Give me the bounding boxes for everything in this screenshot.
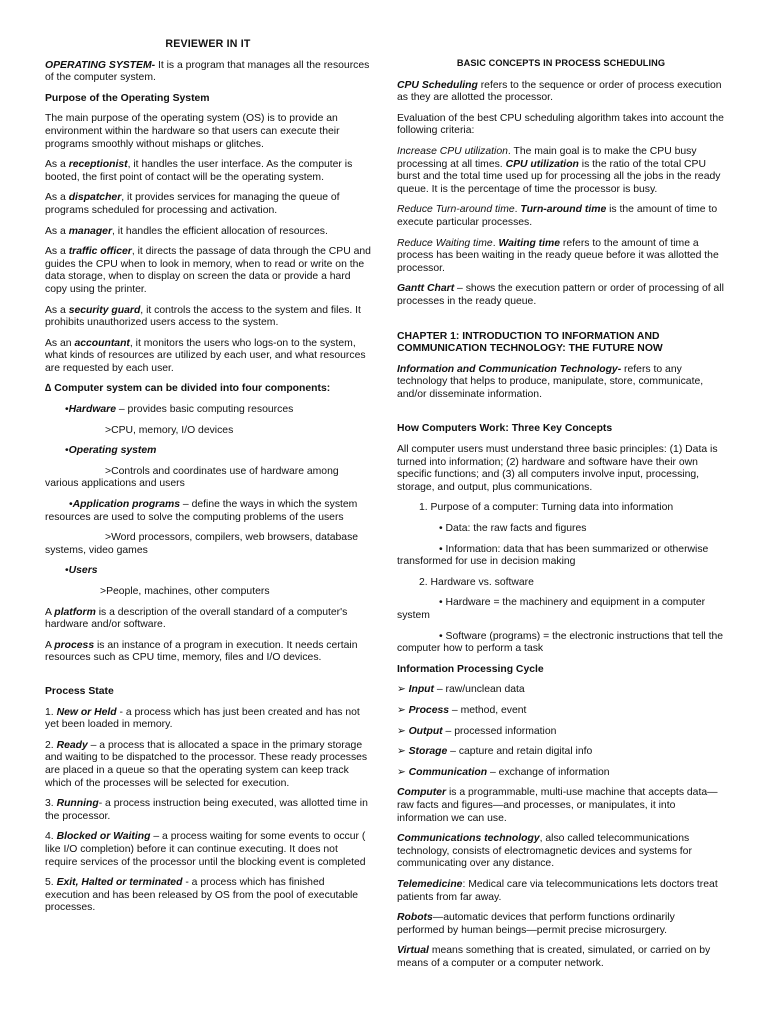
component-desc: – define the ways in which the system resources are used to solve the computing problems of the users <box>45 499 358 523</box>
purpose-text: The main purpose of the operating system (OS) is to provide an environment within the hardware so that users can execute their programs smoothly without mishaps or glitches. <box>45 113 340 150</box>
role-traffic-officer <box>45 246 371 296</box>
concept-2: 2. Hardware vs. software <box>419 576 534 588</box>
def-prefix: A <box>45 639 55 651</box>
role-text: , it handles the efficient allocation of resources. <box>112 225 328 237</box>
state-item <box>45 798 371 823</box>
criterion-text: refers to the amount of time a process has been waiting in the ready queue before it was allotted the processor. <box>397 237 719 274</box>
how-computers-work-text: All computer users must understand three basic principles: (1) Data is turned into information; (2) hardware and software have their own specific functions; and (3) all computers involve input, processing, storage, and output, plus communications. <box>397 444 718 493</box>
definition-term: Robots <box>397 912 433 924</box>
def-text: is an instance of a program in execution. It needs certain resources such as CPU time, memory, files and I/O devices. <box>45 639 358 664</box>
arrow-icon: ➢ <box>397 766 409 778</box>
state-term: Running <box>56 798 99 810</box>
chapter-title: CHAPTER 1: INTRODUCTION TO INFORMATION AND COMMUNICATION TECHNOLOGY: THE FUTURE NOW <box>397 330 663 355</box>
role-prefix: As a <box>45 246 69 258</box>
component-hardware <box>45 404 371 417</box>
role-term: accountant <box>74 337 130 349</box>
os-term: OPERATING SYSTEM- <box>45 59 156 71</box>
spacer <box>45 673 371 686</box>
definition-term: Telemedicine <box>397 878 463 890</box>
platform-definition <box>45 607 371 632</box>
criterion-text: . <box>492 237 499 249</box>
role-prefix: As a <box>45 304 69 316</box>
definition-item <box>397 833 725 871</box>
ict-term: Information and Communication Technology- <box>397 363 622 375</box>
gantt-chart-definition <box>397 283 725 308</box>
definition-term: Computer <box>397 787 447 799</box>
criterion-waiting <box>397 238 725 276</box>
spacer <box>397 409 725 423</box>
cycle-item <box>397 684 725 697</box>
role-prefix: As a <box>45 159 69 171</box>
cycle-term: Storage <box>408 746 448 758</box>
role-security-guard <box>45 305 371 330</box>
bullet: • <box>65 445 69 457</box>
cpu-scheduling-definition <box>397 80 725 105</box>
bullet: • <box>69 499 73 511</box>
state-item <box>45 707 371 732</box>
purpose-heading: Purpose of the Operating System <box>45 92 210 104</box>
arrow-icon: ➢ <box>397 704 409 716</box>
definition-item <box>397 879 725 904</box>
state-term: Blocked or Waiting <box>56 831 151 843</box>
state-desc: – a process that is allocated a space in the primary storage and waiting to be dispatched to the processor. These ready processes are placed in a queue so that the operating system can keep track which of the processes will be selected for execution. <box>45 739 368 789</box>
role-prefix: As an <box>45 337 75 349</box>
component-users <box>45 565 371 578</box>
role-receptionist <box>45 159 371 184</box>
def-text: – shows the execution pattern or order of processing of all processes in the ready queue. <box>397 283 724 307</box>
state-desc: – a process waiting for some events to occur ( like I/O completion) before it can continue executing. It does not require services of the processor until the blocking event is completed <box>45 831 366 868</box>
cycle-item <box>397 705 725 718</box>
cycle-desc: – processed information <box>442 725 557 737</box>
arrow-icon: ➢ <box>397 746 409 758</box>
how-computers-work-heading: How Computers Work: Three Key Concepts <box>397 423 613 435</box>
definition-item <box>397 787 725 825</box>
state-item <box>45 740 371 790</box>
state-term: Ready <box>56 739 88 751</box>
cycle-desc: – method, event <box>449 704 527 716</box>
role-term: traffic officer <box>68 246 132 258</box>
criterion-text: is the amount of time to execute particular processes. <box>397 204 718 228</box>
role-term: manager <box>68 225 113 237</box>
concept-2-hardware: • Hardware = the machinery and equipment in a computer system <box>397 597 706 621</box>
role-text: , it monitors the users who logs-on to the system, what kinds of resources are utilized by each user, and what resources are requested by each user. <box>45 337 366 374</box>
ict-definition <box>397 364 725 402</box>
process-term: process <box>54 639 95 651</box>
role-manager <box>45 226 371 239</box>
os-def-text: It is a program that manages all the resources of the computer system. <box>45 59 370 84</box>
criterion-text: . <box>514 204 521 216</box>
criterion-term: Waiting time <box>498 237 561 249</box>
component-os-examples: >Controls and coordinates use of hardware among various applications and users <box>45 465 339 490</box>
criterion-term: CPU utilization <box>505 158 579 170</box>
component-users-examples: >People, machines, other computers <box>100 586 270 597</box>
cycle-desc: – exchange of information <box>487 766 610 778</box>
criterion-cpu-utilization <box>397 146 725 196</box>
spacer <box>397 317 725 331</box>
criteria-intro: Evaluation of the best CPU scheduling algorithm takes into account the following criteria: <box>397 112 724 137</box>
component-term: Application programs <box>72 499 181 511</box>
state-term: New or Held <box>56 706 117 718</box>
def-text: refers to the sequence or order of process execution as they are allotted the processor. <box>397 79 722 104</box>
concept-2-software: • Software (programs) = the electronic instructions that tell the computer how to perform a task <box>397 630 724 655</box>
definition-text: : Medical care via telecommunications lets doctors treat patients from far away. <box>397 878 718 903</box>
cycle-term: Process <box>408 704 450 716</box>
component-hardware-examples: >CPU, memory, I/O devices <box>105 424 234 436</box>
components-heading: ∆ Computer system can be divided into four components: <box>45 383 331 395</box>
definition-text: means something that is created, simulated, or carried on by means of a computer or a computer network. <box>397 945 711 969</box>
definition-text: —automatic devices that perform functions ordinarily performed by human beings—permit precise microsurgery. <box>397 912 675 936</box>
cycle-item <box>397 726 725 739</box>
component-term: Hardware <box>68 404 116 416</box>
state-desc: - a process instruction being executed, was allotted time in the processor. <box>45 798 368 822</box>
component-os <box>45 445 371 458</box>
criterion-lead: Reduce Waiting time <box>397 237 493 249</box>
cpu-scheduling-term: CPU Scheduling <box>397 79 478 91</box>
gantt-term: Gantt Chart <box>397 283 455 295</box>
platform-term: platform <box>54 606 96 618</box>
role-text: , it provides services for managing the queue of programs scheduled for processing and activation. <box>45 192 340 216</box>
role-text: , it controls the access to the system and files. It prohibits unauthorized users access to the system. <box>45 304 361 329</box>
criterion-lead: Reduce Turn-around time <box>397 204 515 216</box>
component-application <box>45 499 371 524</box>
concept-1: 1. Purpose of a computer: Turning data into information <box>419 502 674 514</box>
state-desc: - a process which has just been created and has not yet been loaded in memory. <box>45 706 360 731</box>
definition-item <box>397 945 725 970</box>
arrow-icon: ➢ <box>397 684 409 696</box>
role-text: , it handles the user interface. As the computer is booted, the first point of contact will be the operating system. <box>45 159 353 183</box>
process-definition <box>45 640 371 665</box>
cycle-term: Communication <box>408 766 488 778</box>
state-number: 5. <box>45 877 57 889</box>
role-term: security guard <box>68 304 141 316</box>
state-number: 2. <box>45 739 57 751</box>
role-prefix: As a <box>45 192 69 204</box>
right-column <box>397 30 725 978</box>
role-accountant <box>45 338 371 376</box>
state-item <box>45 877 371 915</box>
arrow-icon: ➢ <box>397 725 409 737</box>
def-text: is a description of the overall standard of a computer's hardware and/or software. <box>45 606 348 631</box>
role-prefix: As a <box>45 225 69 237</box>
role-term: dispatcher <box>68 192 122 204</box>
document-title: REVIEWER IN IT <box>165 38 251 50</box>
state-item <box>45 831 371 869</box>
criterion-lead: Increase CPU utilization <box>397 145 508 157</box>
definition-text: , also called telecommunications technology, consists of electromagnetic devices and systems for communicating over any distance. <box>397 833 692 870</box>
component-desc: – provides basic computing resources <box>116 404 294 416</box>
state-number: 1. <box>45 706 57 718</box>
cycle-item <box>397 767 725 780</box>
criterion-text: . The main goal is to make the CPU busy processing at all times. <box>397 145 697 170</box>
scheduling-title: BASIC CONCEPTS IN PROCESS SCHEDULING <box>456 58 666 68</box>
component-application-examples: >Word processors, compilers, web browsers, database systems, video games <box>45 532 359 556</box>
criterion-term: Turn-around time <box>520 204 607 216</box>
role-dispatcher <box>45 192 371 217</box>
component-term: Operating system <box>68 445 157 457</box>
def-text: refers to any technology that helps to produce, manipulate, store, communicate, and/or disseminate information. <box>397 363 704 400</box>
cycle-term: Output <box>408 725 443 737</box>
definition-term: Virtual <box>397 945 429 957</box>
bullet: • <box>65 404 69 416</box>
concept-1-data: • Data: the raw facts and figures <box>439 523 587 535</box>
definition-item <box>397 912 725 937</box>
cycle-term: Input <box>408 684 434 696</box>
state-desc: - a process which has finished execution and has been released by OS from the pool of executable processes. <box>45 877 359 914</box>
bullet: • <box>65 565 69 577</box>
os-definition <box>45 60 371 85</box>
cycle-desc: – capture and retain digital info <box>447 746 593 758</box>
cycle-item <box>397 746 725 759</box>
definition-text: is a programmable, multi-use machine that accepts data—raw facts and figures—and processes, or manipulates, it into information we can use. <box>397 787 718 824</box>
process-state-heading: Process State <box>45 685 114 697</box>
role-term: receptionist <box>68 159 128 171</box>
state-term: Exit, Halted or terminated <box>56 877 183 889</box>
concept-1-information: • Information: data that has been summarized or otherwise transformed for use in decision making <box>397 543 709 568</box>
definition-term: Communications technology <box>397 833 540 845</box>
component-term: Users <box>68 565 98 577</box>
cycle-desc: – raw/unclean data <box>433 684 525 696</box>
processing-cycle-heading: Information Processing Cycle <box>397 663 544 675</box>
criterion-text: is the ratio of the total CPU burst and the total time used up for processing all the jobs in the ready queue. It is the percentage of time the processor is busy. <box>397 158 721 195</box>
left-column <box>45 30 371 923</box>
criterion-turnaround <box>397 204 725 229</box>
state-number: 3. <box>45 798 57 810</box>
state-number: 4. <box>45 831 57 843</box>
def-prefix: A <box>45 606 55 618</box>
role-text: , it directs the passage of data through the CPU and guides the CPU when to look in memory, when to read or write on the data storage, when to display on screen the data or provide a hard copy using the printer. <box>45 246 371 295</box>
